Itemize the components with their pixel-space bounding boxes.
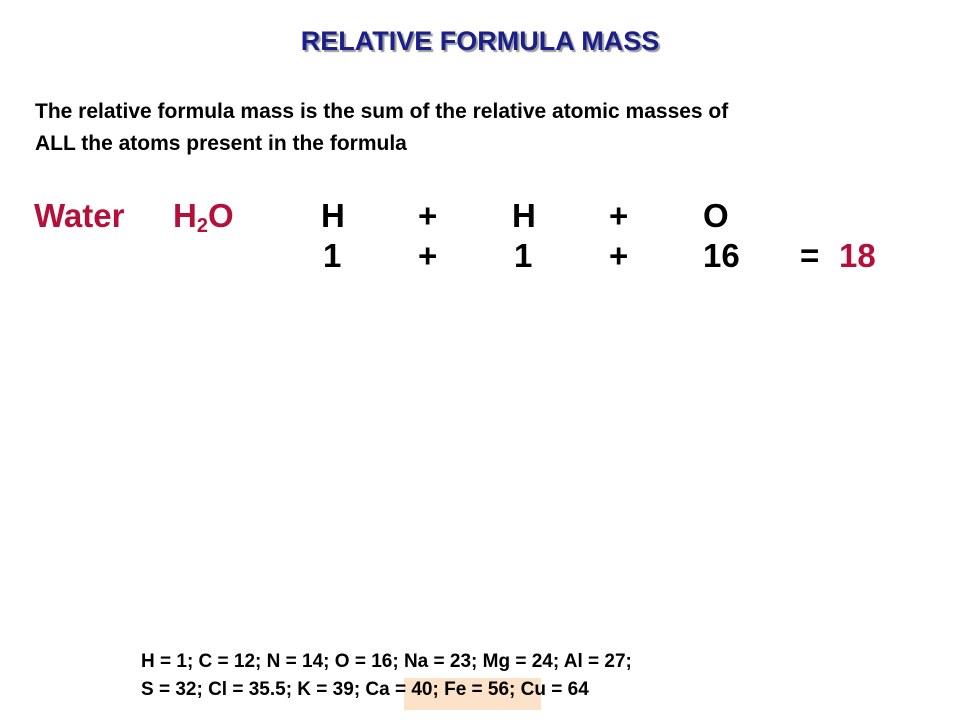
compound-name: Water — [34, 197, 125, 234]
intro-line-1: The relative formula mass is the sum of the relative atomic masses of — [35, 100, 729, 123]
intro-text — [35, 96, 935, 160]
reference-masses-line-2: S = 32; Cl = 35.5; K = 39; Ca = 40; Fe = 56; Cu = 64 — [141, 679, 589, 700]
atom-plus-1: + — [418, 197, 438, 234]
compound-formula — [173, 196, 234, 236]
mass-h-1: 1 — [323, 237, 342, 274]
mass-o: 16 — [703, 237, 740, 274]
formula-mass-result: 18 — [839, 237, 876, 274]
mass-plus-2: + — [609, 237, 629, 274]
atom-h-1: H — [321, 197, 345, 234]
formula-prefix: H — [173, 197, 197, 234]
slide-title: RELATIVE FORMULA MASS — [300, 26, 660, 56]
reference-masses-line-1: H = 1; C = 12; N = 14; O = 16; Na = 23; Mg = 24; Al = 27; — [141, 651, 632, 672]
intro-line-2: ALL the atoms present in the formula — [35, 132, 407, 155]
atom-plus-2: + — [609, 197, 629, 234]
mass-plus-1: + — [418, 237, 438, 274]
mass-h-2: 1 — [514, 237, 533, 274]
atom-h-2: H — [512, 197, 536, 234]
formula-subscript: 2 — [196, 215, 208, 237]
atom-o: O — [703, 197, 729, 234]
equals-sign: = — [800, 237, 820, 274]
formula-suffix: O — [207, 197, 234, 234]
